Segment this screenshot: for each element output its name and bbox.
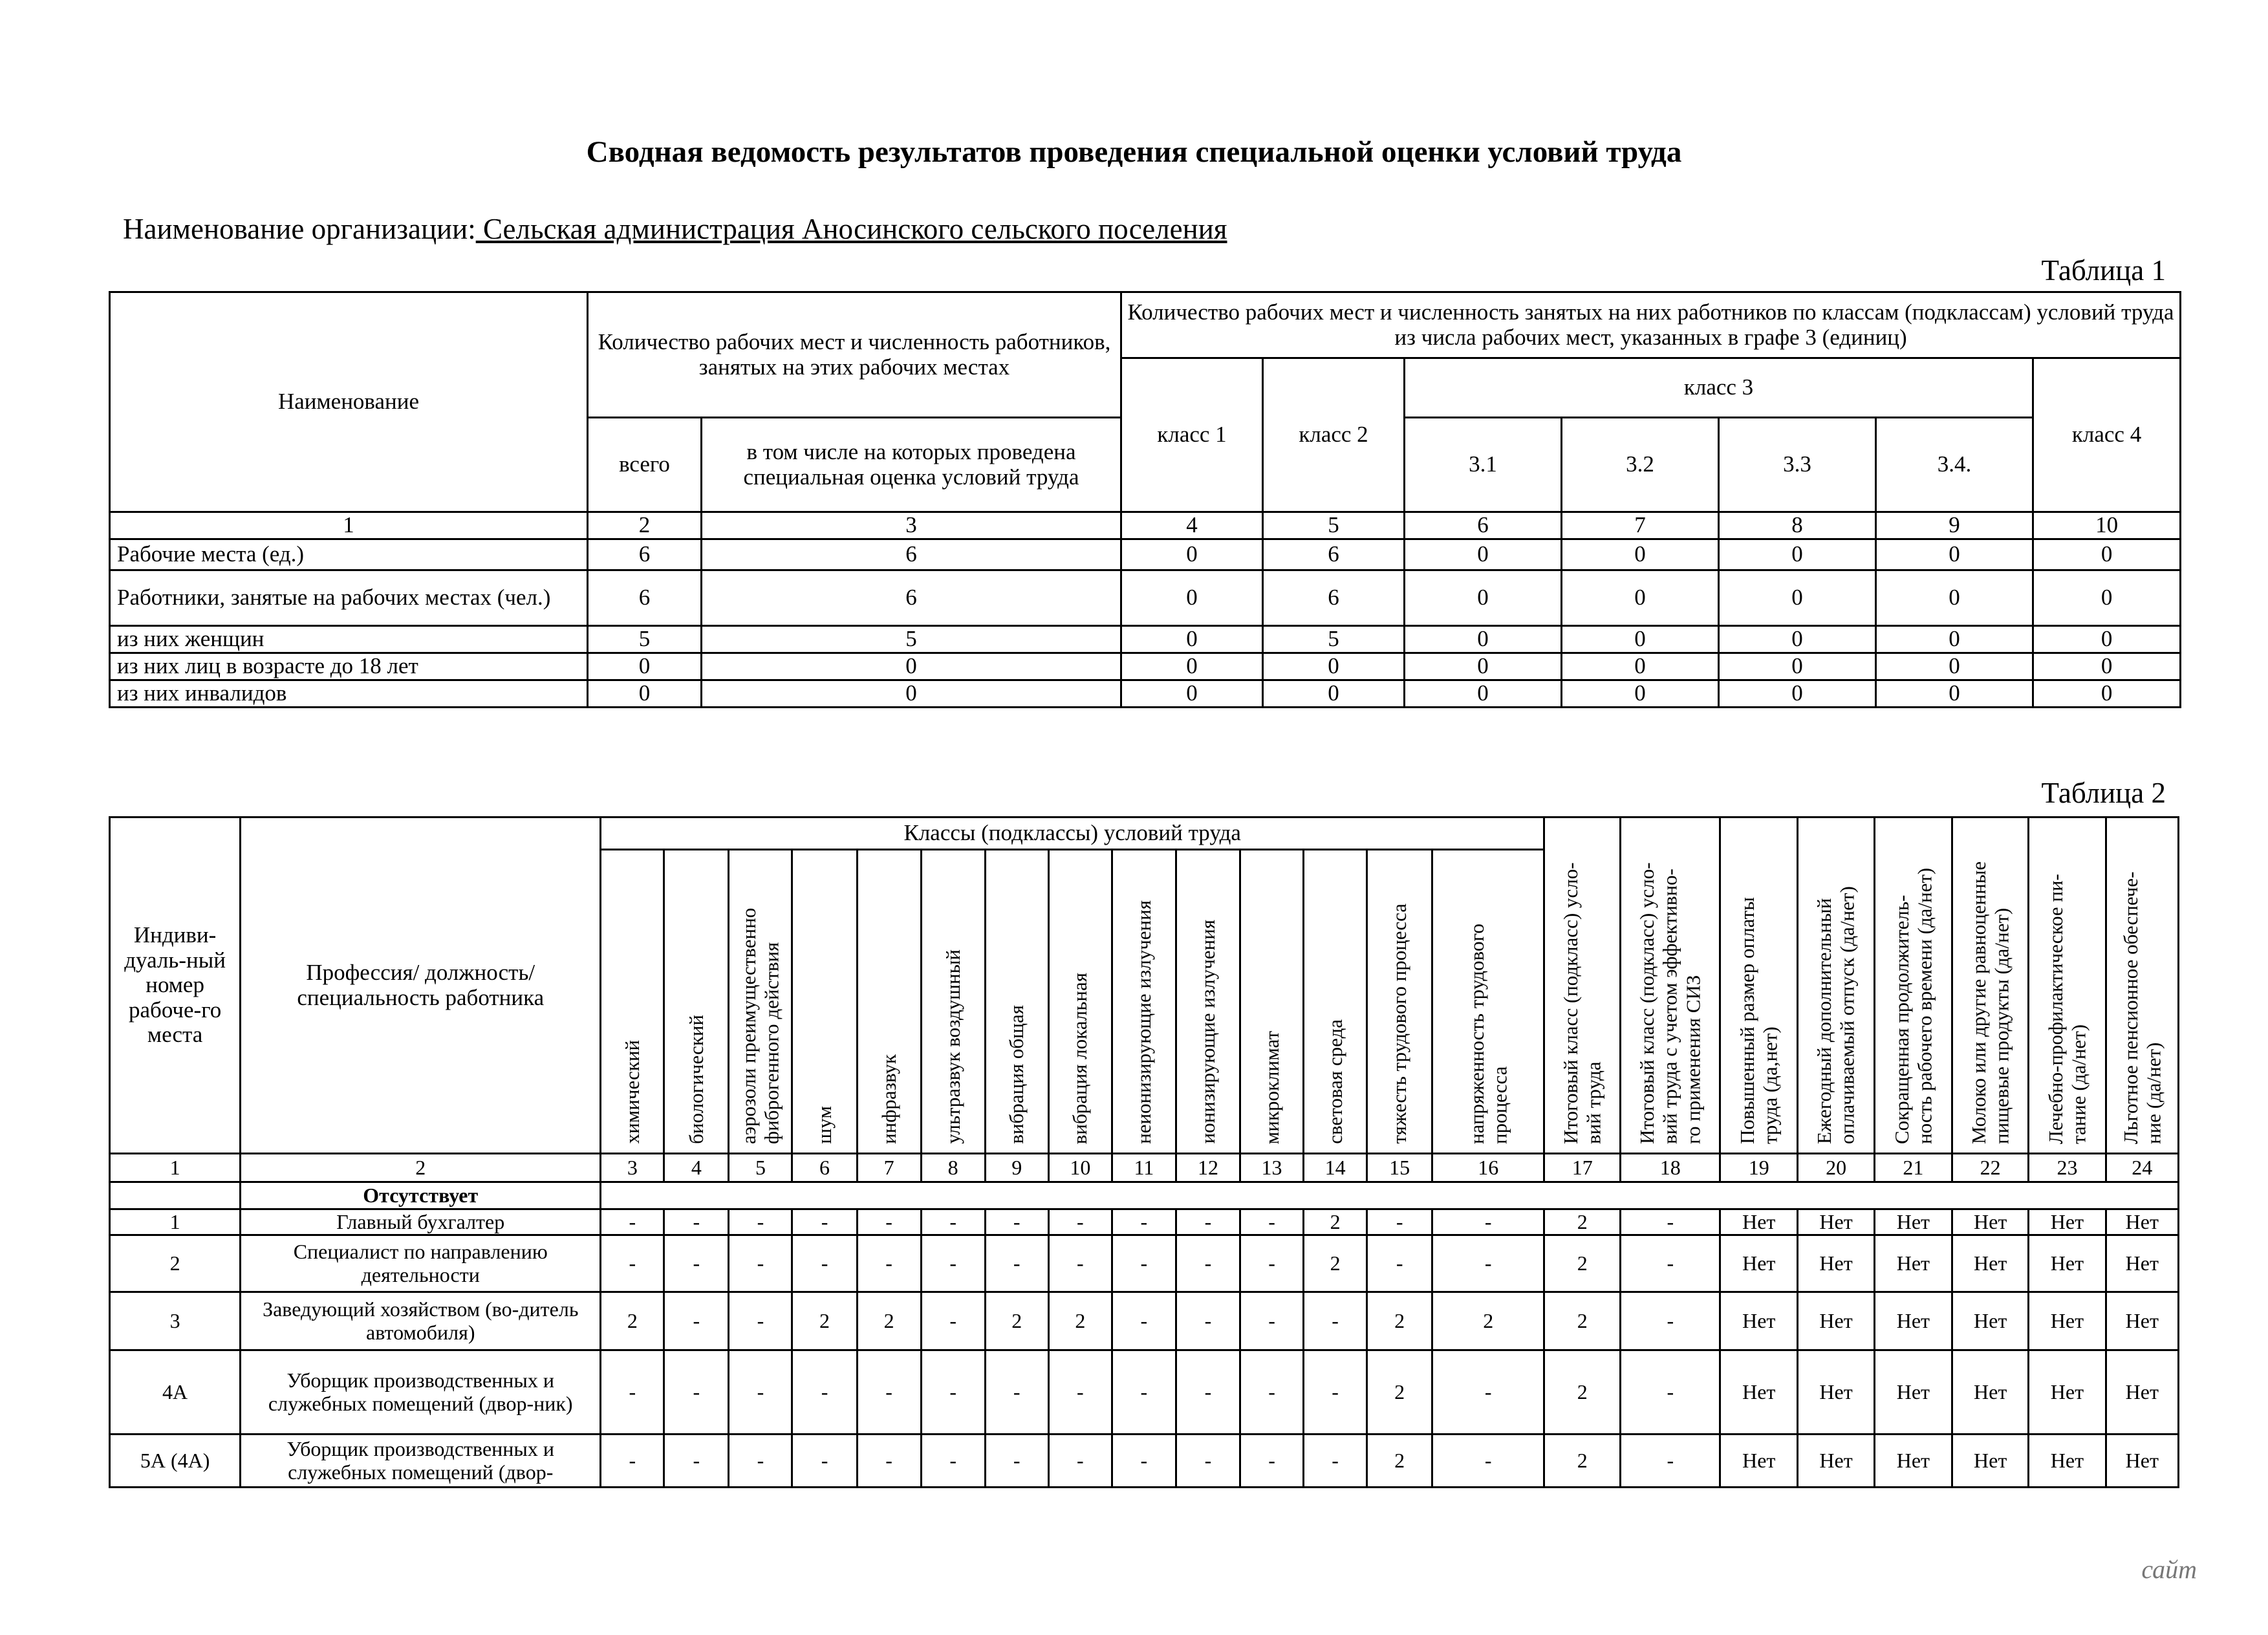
t2-header-factor — [1432, 850, 1544, 1154]
t2-cell: 2 — [1432, 1292, 1544, 1350]
t2-row-name: Уборщик производственных и служебных помещений (двор-ник) — [241, 1350, 601, 1435]
t2-cell: - — [729, 1235, 792, 1292]
t2-col-number: 13 — [1240, 1154, 1304, 1182]
t2-cell: - — [985, 1209, 1048, 1235]
t1-cell: 6 — [588, 539, 702, 570]
t2-row — [110, 1435, 2179, 1488]
t2-header-extra — [2106, 817, 2178, 1154]
t2-cell: Нет — [2106, 1209, 2178, 1235]
t2-header-factor-text: шум — [813, 1106, 836, 1144]
t2-cell: - — [1304, 1350, 1367, 1435]
t2-col-number: 21 — [1874, 1154, 1952, 1182]
t2-cell: Нет — [1720, 1292, 1798, 1350]
t2-cell: - — [1048, 1235, 1112, 1292]
t2-cell: - — [664, 1235, 729, 1292]
t2-cell: - — [1432, 1235, 1544, 1292]
t2-col-number: 22 — [1952, 1154, 2029, 1182]
workplaces-table — [109, 816, 2179, 1488]
organization-label: Наименование организации: — [123, 213, 476, 245]
t2-cell: - — [921, 1235, 985, 1292]
t1-col-number: 4 — [1121, 512, 1263, 539]
t2-cell: - — [857, 1235, 921, 1292]
t2-header-extra-text: Итоговый класс (подкласс) усло-вий труда с учетом эффективно-го применения СИЗ — [1636, 862, 1705, 1144]
t1-cell: 0 — [1876, 570, 2033, 626]
t2-cell: 2 — [1544, 1292, 1621, 1350]
t1-cell: 5 — [588, 626, 702, 653]
t2-cell: 2 — [1304, 1209, 1367, 1235]
t1-cell: 0 — [1562, 539, 1719, 570]
t2-cell: - — [921, 1209, 985, 1235]
t2-header-factor-text: вибрация локальная — [1068, 972, 1092, 1144]
table2-caption: Таблица 2 — [2041, 777, 2166, 809]
t2-cell: Нет — [1720, 1435, 1798, 1488]
t1-header-group2: Количество рабочих мест и численность занятых на них работников по классам (подклассам) условий труда из числа рабочих мест, указанных в графе 3 (единиц) — [1121, 292, 2181, 358]
t1-col-number: 2 — [588, 512, 702, 539]
t2-cell: Нет — [1720, 1209, 1798, 1235]
t2-col-number: 3 — [601, 1154, 664, 1182]
t2-cell: - — [921, 1350, 985, 1435]
t2-header-id: Индиви-дуаль-ный номер рабоче-го места — [110, 817, 241, 1154]
t2-cell: - — [601, 1350, 664, 1435]
t1-cell: 0 — [1876, 539, 2033, 570]
t2-cell: Нет — [2106, 1435, 2178, 1488]
t1-cell: 0 — [1562, 653, 1719, 680]
t2-cell: - — [792, 1350, 857, 1435]
t1-cell: 0 — [1121, 570, 1263, 626]
t2-header-factor — [921, 850, 985, 1154]
t1-cell: 0 — [2033, 653, 2181, 680]
t1-row-label: Рабочие места (ед.) — [110, 539, 588, 570]
t2-row-id: 2 — [110, 1235, 241, 1292]
t2-row — [110, 1292, 2179, 1350]
t1-row — [110, 570, 2181, 626]
t2-cell: - — [601, 1235, 664, 1292]
t1-cell: 0 — [1719, 626, 1876, 653]
t1-cell: 0 — [1719, 653, 1876, 680]
t2-header-extra — [1544, 817, 1621, 1154]
t2-cell: 2 — [1304, 1235, 1367, 1292]
table1-caption: Таблица 1 — [2041, 254, 2166, 287]
t2-cell: Нет — [1952, 1235, 2029, 1292]
t2-cell: Нет — [1874, 1235, 1952, 1292]
t2-col-number: 9 — [985, 1154, 1048, 1182]
t2-cell: - — [664, 1292, 729, 1350]
t2-cell: 2 — [601, 1292, 664, 1350]
t2-cell: Нет — [1798, 1350, 1874, 1435]
t2-header-extra-text: Льготное пенсионное обеспече-ние (да/нет) — [2119, 871, 2165, 1144]
t2-cell: - — [1176, 1350, 1240, 1435]
t2-cell: - — [792, 1435, 857, 1488]
t1-cell: 0 — [588, 653, 702, 680]
t1-cell: 0 — [1263, 680, 1405, 708]
t1-cell: 0 — [1121, 539, 1263, 570]
t2-col-number: 18 — [1621, 1154, 1720, 1182]
t2-cell: 2 — [1544, 1350, 1621, 1435]
t2-col-number: 17 — [1544, 1154, 1621, 1182]
t1-row — [110, 680, 2181, 708]
t2-header-factor-text: вибрация общая — [1005, 1005, 1028, 1144]
t2-cell: Нет — [2106, 1350, 2178, 1435]
t2-row-name: Специалист по направлению деятельности — [241, 1235, 601, 1292]
t2-col-number: 4 — [664, 1154, 729, 1182]
t2-cell: - — [1112, 1209, 1176, 1235]
t1-cell: 0 — [1405, 539, 1562, 570]
t2-cell: - — [1048, 1209, 1112, 1235]
t2-cell: Нет — [1798, 1235, 1874, 1292]
t2-header-classes: Классы (подклассы) условий труда — [601, 817, 1544, 850]
t2-row-id: 4А — [110, 1350, 241, 1435]
t2-col-number: 12 — [1176, 1154, 1240, 1182]
t2-row-name: Главный бухгалтер — [241, 1209, 601, 1235]
t2-header-factor-text: ультразвук воздушный — [941, 949, 964, 1144]
t2-header-factor — [857, 850, 921, 1154]
t1-col-number: 10 — [2033, 512, 2181, 539]
t2-cell: - — [1176, 1209, 1240, 1235]
t2-cell: - — [1176, 1235, 1240, 1292]
t1-cell: 0 — [702, 653, 1121, 680]
t2-cell: 2 — [1367, 1350, 1432, 1435]
t2-cell: 2 — [857, 1292, 921, 1350]
summary-table — [109, 291, 2181, 708]
t2-header-factor — [792, 850, 857, 1154]
t1-row — [110, 626, 2181, 653]
t2-cell: - — [1367, 1209, 1432, 1235]
t2-header-factor-text: ионизирующие излучения — [1196, 920, 1220, 1144]
t2-cell: - — [729, 1350, 792, 1435]
t2-cell: 2 — [1048, 1292, 1112, 1350]
t2-cell: Нет — [2106, 1235, 2178, 1292]
t2-header-factor — [1304, 850, 1367, 1154]
t2-header-factor — [1367, 850, 1432, 1154]
t2-cell: - — [1112, 1435, 1176, 1488]
t2-cell: - — [857, 1435, 921, 1488]
t1-cell: 0 — [2033, 680, 2181, 708]
t2-section-blank-rest — [601, 1182, 2179, 1209]
t2-cell: 2 — [1544, 1435, 1621, 1488]
t2-header-extra — [1720, 817, 1798, 1154]
t1-row — [110, 539, 2181, 570]
t2-cell: 2 — [1367, 1435, 1432, 1488]
t1-row — [110, 653, 2181, 680]
t1-header-class2: класс 2 — [1263, 358, 1405, 512]
t1-cell: 0 — [1719, 570, 1876, 626]
t1-header-3-3: 3.3 — [1719, 418, 1876, 512]
t2-header-factor — [664, 850, 729, 1154]
t1-cell: 0 — [2033, 539, 2181, 570]
t2-cell: 2 — [1544, 1235, 1621, 1292]
t2-header-factor — [985, 850, 1048, 1154]
t1-header-class4: класс 4 — [2033, 358, 2181, 512]
t2-col-number: 24 — [2106, 1154, 2178, 1182]
t1-cell: 0 — [1562, 626, 1719, 653]
t2-col-number: 10 — [1048, 1154, 1112, 1182]
t2-header-factor — [729, 850, 792, 1154]
t1-col-number: 1 — [110, 512, 588, 539]
t2-col-number: 1 — [110, 1154, 241, 1182]
t2-cell: Нет — [1874, 1435, 1952, 1488]
t2-cell: - — [1112, 1292, 1176, 1350]
t2-cell: Нет — [2029, 1209, 2106, 1235]
t2-cell: - — [1432, 1209, 1544, 1235]
t2-col-number: 16 — [1432, 1154, 1544, 1182]
t2-cell: - — [985, 1350, 1048, 1435]
t2-header-extra — [2029, 817, 2106, 1154]
t2-header-factor-text: тяжесть трудового процесса — [1388, 904, 1411, 1144]
t2-col-number: 6 — [792, 1154, 857, 1182]
t1-header-class1: класс 1 — [1121, 358, 1263, 512]
t2-cell: - — [664, 1209, 729, 1235]
t2-cell: Нет — [1874, 1350, 1952, 1435]
t1-cell: 0 — [1876, 653, 2033, 680]
t2-cell: - — [1432, 1350, 1544, 1435]
t1-header-name: Наименование — [110, 292, 588, 512]
t2-cell: - — [1621, 1292, 1720, 1350]
t1-row-label: Работники, занятые на рабочих местах (чел.) — [110, 570, 588, 626]
t1-col-number: 3 — [702, 512, 1121, 539]
t1-cell: 0 — [1121, 653, 1263, 680]
t2-cell: - — [921, 1435, 985, 1488]
t2-cell: 2 — [792, 1292, 857, 1350]
t2-row-id: 3 — [110, 1292, 241, 1350]
t2-col-number: 15 — [1367, 1154, 1432, 1182]
t1-cell: 6 — [1263, 570, 1405, 626]
t2-cell: - — [664, 1435, 729, 1488]
t1-cell: 5 — [702, 626, 1121, 653]
t2-col-number: 19 — [1720, 1154, 1798, 1182]
t2-cell: Нет — [2029, 1350, 2106, 1435]
t1-cell: 0 — [2033, 626, 2181, 653]
t2-cell: Нет — [1798, 1292, 1874, 1350]
t1-cell: 0 — [1405, 626, 1562, 653]
t1-header-3-1: 3.1 — [1405, 418, 1562, 512]
t2-cell: - — [601, 1435, 664, 1488]
t1-cell: 0 — [1405, 570, 1562, 626]
t2-header-factor — [1112, 850, 1176, 1154]
t1-cell: 0 — [2033, 570, 2181, 626]
t2-row — [110, 1350, 2179, 1435]
t2-cell: Нет — [2106, 1292, 2178, 1350]
t2-cell: - — [985, 1235, 1048, 1292]
t2-cell: - — [857, 1209, 921, 1235]
t2-cell: - — [1112, 1235, 1176, 1292]
t2-cell: - — [1176, 1292, 1240, 1350]
t2-header-factor — [1176, 850, 1240, 1154]
t1-cell: 0 — [1121, 626, 1263, 653]
t2-header-factor-text: инфразвук — [877, 1054, 900, 1144]
t2-col-number: 14 — [1304, 1154, 1367, 1182]
t1-col-number: 9 — [1876, 512, 2033, 539]
t2-cell: - — [1240, 1209, 1304, 1235]
t2-row-id: 1 — [110, 1209, 241, 1235]
t2-cell: Нет — [2029, 1235, 2106, 1292]
t2-cell: - — [1240, 1435, 1304, 1488]
t2-header-factor-text: неионизирующие излучения — [1132, 900, 1156, 1144]
t2-cell: Нет — [1720, 1235, 1798, 1292]
t2-cell: - — [792, 1235, 857, 1292]
t2-cell: - — [1240, 1292, 1304, 1350]
t2-header-extra-text: Молоко или другие равноценные пищевые продукты (да/нет) — [1967, 861, 2013, 1144]
t2-section-label: Отсутствует — [241, 1182, 601, 1209]
t1-cell: 0 — [1263, 653, 1405, 680]
t1-header-assessed: в том числе на которых проведена специальная оценка условий труда — [702, 418, 1121, 512]
t2-header-extra — [1621, 817, 1720, 1154]
t2-row — [110, 1209, 2179, 1235]
t2-cell: 2 — [985, 1292, 1048, 1350]
t2-cell: - — [1048, 1350, 1112, 1435]
t2-col-number: 20 — [1798, 1154, 1874, 1182]
t2-cell: - — [921, 1292, 985, 1350]
t1-header-class3: класс 3 — [1405, 358, 2033, 418]
t2-cell: - — [601, 1209, 664, 1235]
t2-cell: Нет — [2029, 1292, 2106, 1350]
t2-cell: - — [1367, 1235, 1432, 1292]
t2-cell: Нет — [2029, 1435, 2106, 1488]
t1-col-number: 6 — [1405, 512, 1562, 539]
t2-header-factor-text: биологический — [685, 1014, 708, 1144]
t2-col-number: 11 — [1112, 1154, 1176, 1182]
t1-row-label: из них женщин — [110, 626, 588, 653]
t1-cell: 0 — [1405, 653, 1562, 680]
t2-cell: - — [729, 1435, 792, 1488]
t2-header-extra-text: Сокращенная продолжитель-ность рабочего времени (да/нет) — [1890, 867, 1936, 1144]
t2-header-factor — [1048, 850, 1112, 1154]
t2-header-extra-text: Лечебно-профилактическое пи-тание (да/нет) — [2044, 873, 2090, 1144]
t1-cell: 5 — [1263, 626, 1405, 653]
t2-header-factor-text: химический — [620, 1040, 643, 1144]
t2-cell: Нет — [1952, 1435, 2029, 1488]
t1-cell: 0 — [702, 680, 1121, 708]
t1-header-total: всего — [588, 418, 702, 512]
t2-header-extra — [1798, 817, 1874, 1154]
t1-col-number: 7 — [1562, 512, 1719, 539]
t2-cell: - — [985, 1435, 1048, 1488]
t2-header-extra — [1874, 817, 1952, 1154]
t2-cell: Нет — [1874, 1292, 1952, 1350]
t1-col-number: 8 — [1719, 512, 1876, 539]
t2-header-factor-text: световая среда — [1323, 1019, 1346, 1144]
t1-cell: 0 — [1719, 539, 1876, 570]
t2-col-number: 8 — [921, 1154, 985, 1182]
handwritten-note: сайт — [2141, 1555, 2197, 1584]
t2-cell: 2 — [1544, 1209, 1621, 1235]
t2-cell: - — [729, 1292, 792, 1350]
t2-col-number: 23 — [2029, 1154, 2106, 1182]
t2-col-number: 5 — [729, 1154, 792, 1182]
t2-row-id: 5А (4А) — [110, 1435, 241, 1488]
t2-cell: Нет — [1720, 1350, 1798, 1435]
t2-row-name: Заведующий хозяйством (во-дитель автомобиля) — [241, 1292, 601, 1350]
t2-cell: - — [1176, 1435, 1240, 1488]
t2-cell: - — [1432, 1435, 1544, 1488]
t2-cell: - — [1304, 1292, 1367, 1350]
t2-cell: Нет — [1874, 1209, 1952, 1235]
t1-cell: 6 — [588, 570, 702, 626]
t2-row — [110, 1235, 2179, 1292]
t2-header-factor-text: микроклимат — [1260, 1030, 1283, 1144]
t2-header-factor-text: аэрозоли преимущественно фиброгенного действия — [737, 907, 783, 1144]
t2-cell: - — [1621, 1350, 1720, 1435]
t2-cell: - — [729, 1209, 792, 1235]
organization-name: Сельская администрация Аносинского сельского поселения — [475, 213, 1227, 245]
t1-header-3-4: 3.4. — [1876, 418, 2033, 512]
t1-header-3-2: 3.2 — [1562, 418, 1719, 512]
t1-cell: 0 — [1562, 570, 1719, 626]
t1-col-number: 5 — [1263, 512, 1405, 539]
t2-cell: - — [1112, 1350, 1176, 1435]
t2-cell: - — [664, 1350, 729, 1435]
t2-row-name: Уборщик производственных и служебных помещений (двор- — [241, 1435, 601, 1488]
t2-header-extra-text: Итоговый класс (подкласс) усло-вий труда — [1559, 862, 1605, 1144]
t2-cell: Нет — [1798, 1435, 1874, 1488]
t2-header-extra-text: Ежегодный дополнительный оплачиваемый отпуск (да/нет) — [1813, 886, 1859, 1144]
t1-row-label: из них лиц в возрасте до 18 лет — [110, 653, 588, 680]
t2-cell: Нет — [1798, 1209, 1874, 1235]
t2-cell: - — [1621, 1209, 1720, 1235]
t2-cell: Нет — [1952, 1292, 2029, 1350]
t2-header-profession: Профессия/ должность/ специальность работника — [241, 817, 601, 1154]
t2-cell: Нет — [1952, 1350, 2029, 1435]
t1-cell: 0 — [1719, 680, 1876, 708]
t2-cell: Нет — [1952, 1209, 2029, 1235]
t1-cell: 0 — [588, 680, 702, 708]
document-title: Сводная ведомость результатов проведения специальной оценки условий труда — [586, 135, 1682, 169]
t2-header-factor — [1240, 850, 1304, 1154]
t2-cell: - — [857, 1350, 921, 1435]
t2-header-factor-text: напряженность трудового процесса — [1465, 923, 1511, 1144]
t1-cell: 6 — [1263, 539, 1405, 570]
t2-col-number: 2 — [241, 1154, 601, 1182]
t2-header-extra — [1952, 817, 2029, 1154]
t2-section-blank — [110, 1182, 241, 1209]
t2-cell: - — [1621, 1235, 1720, 1292]
t2-col-number: 7 — [857, 1154, 921, 1182]
t2-cell: - — [1048, 1435, 1112, 1488]
t2-cell: - — [1240, 1235, 1304, 1292]
t1-cell: 0 — [1876, 626, 2033, 653]
t1-cell: 0 — [1121, 680, 1263, 708]
t2-cell: - — [792, 1209, 857, 1235]
t2-cell: 2 — [1367, 1292, 1432, 1350]
t2-header-factor — [601, 850, 664, 1154]
t1-cell: 0 — [1405, 680, 1562, 708]
t2-cell: - — [1304, 1435, 1367, 1488]
t1-cell: 0 — [1876, 680, 2033, 708]
t2-header-extra-text: Повышенный размер оплаты труда (да,нет) — [1736, 896, 1782, 1144]
t1-row-label: из них инвалидов — [110, 680, 588, 708]
t1-cell: 0 — [1562, 680, 1719, 708]
t2-cell: - — [1621, 1435, 1720, 1488]
t2-cell: - — [1240, 1350, 1304, 1435]
t1-header-group1: Количество рабочих мест и численность работников, занятых на этих рабочих местах — [588, 292, 1121, 418]
t1-cell: 6 — [702, 539, 1121, 570]
organization-line — [123, 212, 1227, 246]
t1-cell: 6 — [702, 570, 1121, 626]
